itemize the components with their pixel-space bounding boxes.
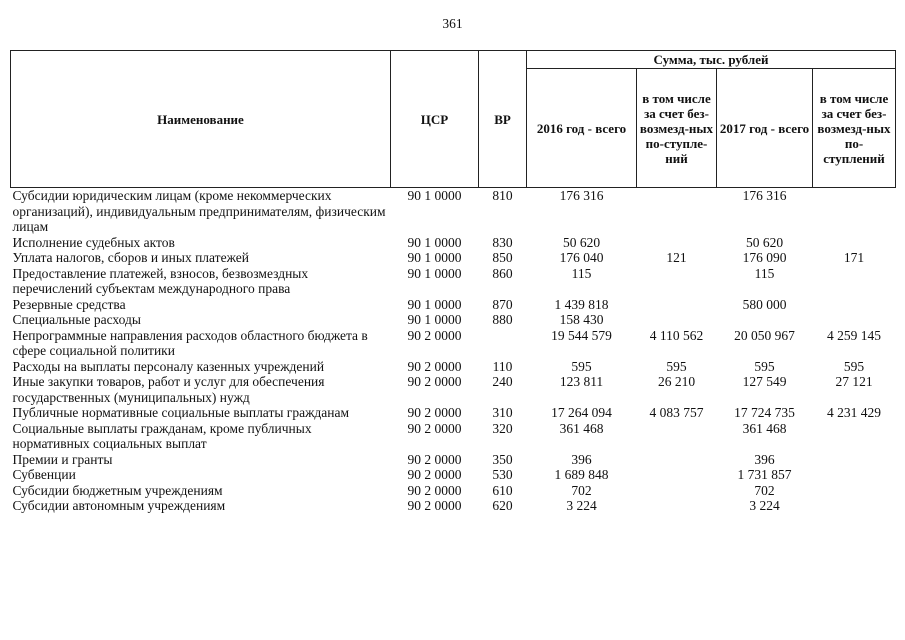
row-csr: 90 2 0000	[407, 467, 462, 482]
row-name: Субсидии автономным учреждениям	[12, 498, 226, 513]
row-name: Исполнение судебных актов	[12, 234, 175, 250]
row-2016-total: 176 040	[559, 250, 604, 265]
row-vr: 110	[492, 358, 513, 374]
row-2016-free	[637, 421, 717, 452]
table-row	[11, 297, 896, 313]
row-2016-total: 158 430	[559, 312, 604, 327]
row-vr: 830	[492, 234, 513, 250]
row-2017-total: 127 549	[742, 374, 787, 389]
row-2016-free	[637, 266, 717, 297]
row-name: Уплата налогов, сборов и иных платежей	[12, 250, 249, 265]
row-2017-total: 176 090	[742, 250, 787, 265]
row-vr: 530	[492, 467, 513, 482]
header-2017-free: в том числе за счет без-возмезд-ных по-ступлений	[813, 69, 896, 188]
table-row	[11, 483, 896, 499]
table-row	[11, 405, 896, 421]
table-row	[11, 359, 896, 375]
row-vr: 850	[492, 250, 513, 265]
row-2017-total: 50 620	[745, 234, 784, 250]
row-2017-free	[813, 188, 896, 235]
row-2016-total: 396	[571, 451, 592, 467]
row-2016-total: 176 316	[559, 188, 604, 203]
table-row	[11, 374, 896, 405]
table-body	[11, 188, 896, 514]
row-2017-free	[813, 467, 896, 483]
row-vr: 610	[492, 482, 513, 498]
table-row	[11, 498, 896, 514]
row-2017-free	[813, 483, 896, 499]
row-2016-free: 4 083 757	[649, 405, 704, 420]
row-vr: 620	[492, 498, 513, 513]
header-vr: ВР	[479, 51, 527, 188]
row-2017-total: 580 000	[742, 296, 787, 312]
row-csr: 90 2 0000	[407, 405, 462, 420]
row-2017-total: 176 316	[742, 188, 787, 203]
header-2016-free: в том числе за счет без-возмезд-ных по-ступле-ний	[637, 69, 717, 188]
row-2016-total: 50 620	[562, 234, 601, 250]
row-2017-total: 115	[754, 265, 775, 281]
row-2016-free	[637, 452, 717, 468]
row-2017-total	[717, 312, 813, 328]
row-2017-free	[813, 266, 896, 297]
row-2017-free	[813, 235, 896, 251]
table-row	[11, 250, 896, 266]
header-sum-group: Сумма, тыс. рублей	[527, 51, 896, 69]
row-name: Непрограммные направления расходов областного бюджета в сфере социальной политики	[12, 327, 368, 358]
header-2016-total: 2016 год - всего	[527, 69, 637, 188]
row-2016-total: 3 224	[566, 498, 597, 513]
row-2017-free	[813, 421, 896, 452]
row-2016-free	[637, 297, 717, 313]
row-name: Социальные выплаты гражданам, кроме публичных нормативных социальных выплат	[12, 420, 312, 451]
row-2016-total: 595	[571, 358, 592, 374]
row-vr: 870	[492, 296, 513, 312]
row-2016-free	[637, 498, 717, 514]
row-name: Субсидии бюджетным учреждениям	[12, 482, 223, 498]
row-csr: 90 1 0000	[407, 188, 462, 203]
row-csr: 90 1 0000	[407, 250, 462, 265]
row-csr: 90 1 0000	[407, 312, 462, 327]
row-vr: 860	[492, 265, 513, 281]
row-2016-total: 1 689 848	[554, 467, 609, 482]
table-row	[11, 467, 896, 483]
row-2016-free	[637, 235, 717, 251]
row-vr	[479, 328, 527, 359]
row-name: Расходы на выплаты персоналу казенных учреждений	[12, 358, 325, 374]
row-2016-free	[637, 467, 717, 483]
row-2016-free: 4 110 562	[649, 327, 704, 343]
row-2017-total: 361 468	[742, 420, 787, 436]
row-name: Резервные средства	[12, 296, 126, 312]
table-row	[11, 188, 896, 235]
row-2017-total: 3 224	[749, 498, 780, 513]
row-csr: 90 2 0000	[407, 327, 462, 343]
row-name: Субвенции	[12, 467, 76, 482]
row-vr: 880	[492, 312, 513, 327]
row-vr: 320	[492, 420, 513, 436]
row-csr: 90 1 0000	[407, 234, 462, 250]
row-name: Субсидии юридическим лицам (кроме некоммерческих организаций), индивидуальным предпринимателям, физическим лицам	[12, 188, 386, 234]
row-vr: 310	[492, 405, 513, 420]
row-2017-free: 27 121	[835, 374, 873, 389]
row-2017-free	[813, 297, 896, 313]
table-header	[11, 51, 896, 188]
row-2017-free: 595	[843, 358, 865, 374]
row-2016-free: 26 210	[657, 374, 696, 389]
header-name: Наименование	[11, 51, 391, 188]
row-2017-total: 17 724 735	[734, 405, 795, 420]
row-2017-free: 4 231 429	[827, 405, 881, 420]
row-vr: 240	[492, 374, 513, 389]
row-csr: 90 2 0000	[407, 482, 462, 498]
row-2016-total: 115	[571, 265, 592, 281]
row-2017-total: 396	[754, 451, 775, 467]
table-row	[11, 266, 896, 297]
row-2016-total: 17 264 094	[551, 405, 612, 420]
row-2016-free: 121	[666, 250, 687, 265]
header-csr: ЦСР	[391, 51, 479, 188]
table-row	[11, 328, 896, 359]
row-vr: 810	[492, 188, 513, 203]
row-2017-free: 4 259 145	[827, 327, 881, 343]
row-name: Публичные нормативные социальные выплаты гражданам	[12, 405, 350, 420]
row-2016-total: 1 439 818	[554, 296, 609, 312]
row-2017-total: 1 731 857	[737, 467, 792, 482]
row-2016-free	[637, 483, 717, 499]
row-2016-free: 595	[666, 358, 687, 374]
row-2017-free	[813, 312, 896, 328]
row-csr: 90 2 0000	[407, 374, 462, 389]
row-csr: 90 2 0000	[407, 498, 462, 513]
row-csr: 90 1 0000	[407, 265, 462, 281]
row-2017-total: 595	[754, 358, 775, 374]
row-name: Иные закупки товаров, работ и услуг для обеспечения государственных (муниципальных) нужд	[12, 374, 325, 405]
row-vr: 350	[492, 451, 513, 467]
budget-table	[10, 50, 896, 514]
row-2017-total: 20 050 967	[734, 327, 795, 343]
table-row	[11, 452, 896, 468]
header-2017-total: 2017 год - всего	[717, 69, 813, 188]
row-name: Специальные расходы	[12, 312, 141, 327]
row-2017-free	[813, 452, 896, 468]
row-csr: 90 2 0000	[407, 358, 462, 374]
row-csr: 90 2 0000	[407, 451, 462, 467]
row-2016-free	[637, 188, 717, 235]
row-2016-total: 702	[571, 482, 592, 498]
row-csr: 90 2 0000	[407, 420, 462, 436]
table-row	[11, 421, 896, 452]
row-2016-total: 361 468	[559, 420, 604, 436]
row-2016-total: 19 544 579	[551, 327, 612, 343]
row-2016-total: 123 811	[559, 374, 604, 389]
row-2017-free	[813, 498, 896, 514]
row-2017-total: 702	[754, 482, 775, 498]
table-row	[11, 235, 896, 251]
row-2016-free	[637, 312, 717, 328]
row-name: Предоставление платежей, взносов, безвозмездных перечислений субъектам международного права	[12, 265, 309, 296]
row-csr: 90 1 0000	[407, 296, 462, 312]
row-name: Премии и гранты	[12, 451, 113, 467]
page-number: 361	[442, 16, 463, 31]
table-row	[11, 312, 896, 328]
row-2017-free: 171	[843, 250, 865, 265]
